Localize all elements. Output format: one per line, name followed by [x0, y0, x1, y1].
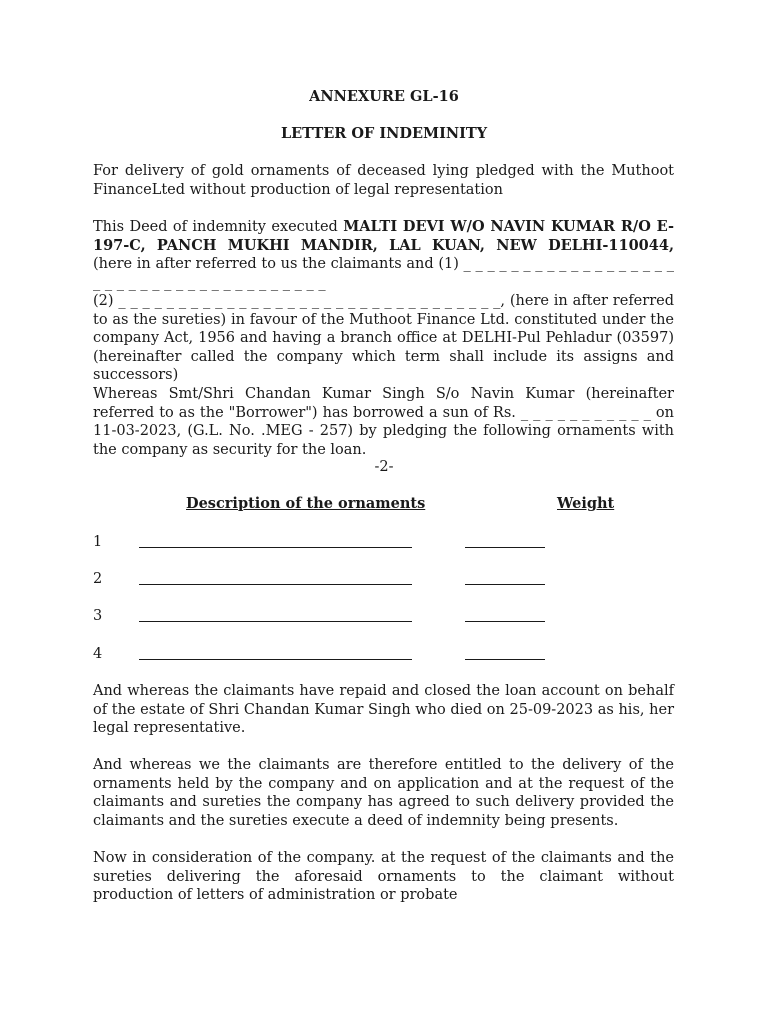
page-number: -2- [374, 459, 394, 475]
row-number: 3 [93, 608, 103, 624]
weight-column-header: Weight [557, 495, 615, 512]
whereas-paragraph: Whereas Smt/Shri Chandan Kumar Singh S/o Navin Kumar (hereinafter referred to as the "Borrower") has borrowed a sun of Rs. _ _ _ _ _ _ _ _ _ _ _ on 11-03-2023, (G.L. No. .MEG - 257) by pledging the following ornaments with the company as security for the loan. [93, 386, 674, 458]
description-blank-line [139, 584, 412, 585]
table-row [0, 533, 768, 553]
row-number: 1 [93, 534, 103, 550]
consideration-paragraph: Now in consideration of the company. at the request of the claimants and the sureties delivering the aforesaid ornaments to the claimant without production of letters of administration or probate [93, 850, 674, 904]
claimant-details: MALTI DEVI W/O NAVIN KUMAR R/O E-197-C, PANCH MUKHI MANDIR, LAL KUAN, NEW DELHI-110044, [93, 218, 675, 254]
description-blank-line [139, 547, 412, 548]
weight-blank-line [465, 584, 545, 585]
description-blank-line [139, 621, 412, 622]
row-number: 4 [93, 646, 103, 662]
weight-blank-line [465, 659, 545, 660]
row-number: 2 [93, 571, 103, 587]
deed-prefix: This Deed of indemnity executed [93, 219, 344, 235]
table-row [0, 607, 768, 627]
weight-blank-line [465, 547, 545, 548]
annexure-heading: ANNEXURE GL-16 [309, 88, 459, 105]
repaid-paragraph: And whereas the claimants have repaid and closed the loan account on behalf of the estate of Shri Chandan Kumar Singh who died on 25-09-2023 as his, her legal representative. [93, 683, 674, 737]
description-blank-line [139, 659, 412, 660]
description-column-header: Description of the ornaments [186, 495, 426, 512]
letter-title: LETTER OF INDEMINITY [280, 125, 488, 142]
deed-paragraph [93, 218, 674, 292]
table-row [0, 645, 768, 665]
table-row [0, 570, 768, 590]
sureties-paragraph: (2) _ _ _ _ _ _ _ _ _ _ _ _ _ _ _ _ _ _ _ _ _ _ _ _ _ _ _ _ _ _ _ _, (here in after referred to as the sureties) in favour of the Muthoot Finance Ltd. constituted under the company Act, 1956 and having a branch office at DELHI-Pul Pehladur (03597) (hereinafter called the company which term shall include its assigns and successors) [93, 293, 674, 384]
entitled-paragraph: And whereas we the claimants are therefore entitled to the delivery of the ornaments held by the company and on application and at the request of the claimants and sureties the company has agreed to such delivery provided the claimants and the sureties execute a deed of indemnity being presents. [93, 757, 674, 829]
intro-paragraph: For delivery of gold ornaments of deceased lying pledged with the Muthoot FinanceLted without production of legal representation [93, 163, 674, 198]
weight-blank-line [465, 621, 545, 622]
deed-suffix: (here in after referred to us the claimants and (1) _ _ _ _ _ _ _ _ _ _ _ _ _ _ _ _ _ _ _ _ _ _ _ _ _ _ _ _ _ _ _ _ _ _ _ _ _ _ [93, 256, 674, 291]
